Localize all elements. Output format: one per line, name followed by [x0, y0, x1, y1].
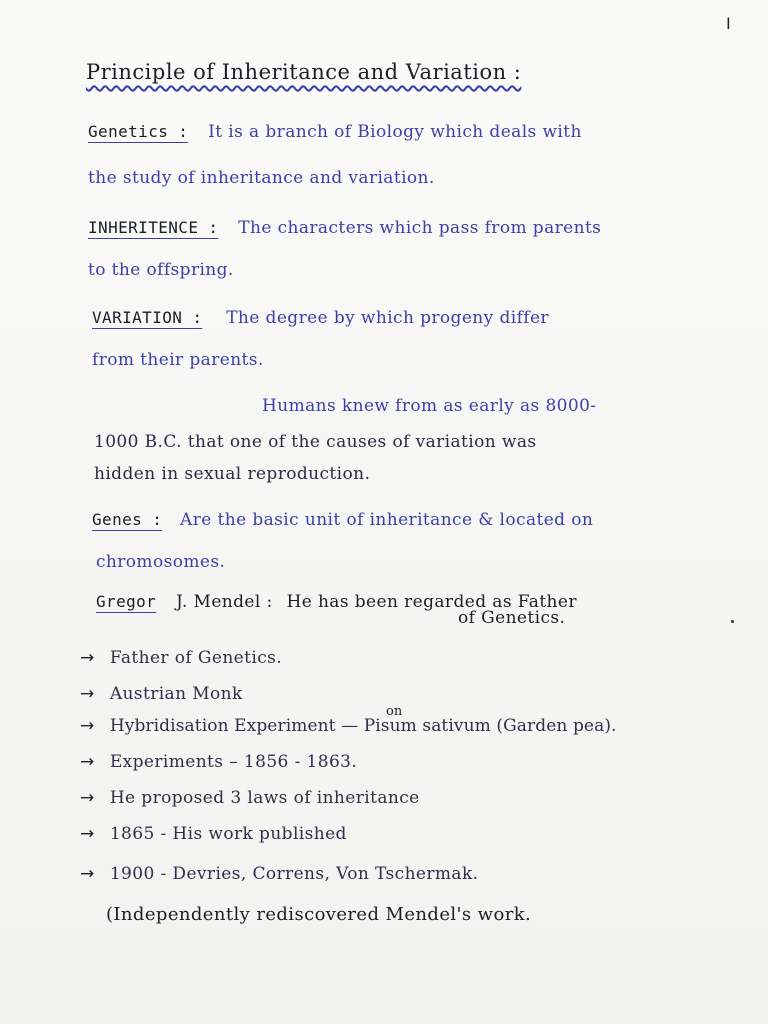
genetics-line-1 — [88, 122, 582, 142]
margin-dot — [731, 620, 734, 623]
genetics-definition-1: It is a branch of Biology which deals with — [208, 122, 582, 142]
bullet-item — [80, 864, 478, 884]
humans-line-1: Humans knew from as early as 8000- — [262, 396, 597, 416]
bullet-item — [80, 824, 347, 844]
inheritance-line-1 — [88, 218, 601, 238]
mendel-first-name: Gregor — [96, 592, 157, 611]
mendel-definition-1: He has been regarded as Father — [286, 592, 577, 612]
variation-line-1 — [92, 308, 549, 328]
genes-line-1 — [92, 510, 593, 530]
genes-term: Genes : — [92, 510, 163, 529]
page-title: Principle of Inheritance and Variation : — [86, 60, 522, 84]
bullet-text: 1900 - Devries, Correns, Von Tschermak. — [109, 864, 479, 884]
inheritance-definition-1: The characters which pass from parents — [238, 218, 602, 238]
genes-definition-2: chromosomes. — [96, 552, 226, 572]
arrow-right-icon: → — [80, 752, 95, 772]
genetics-term: Genetics : — [88, 122, 189, 141]
arrow-right-icon: → — [80, 648, 95, 668]
arrow-right-icon: → — [80, 684, 95, 704]
bullet-item — [80, 788, 420, 808]
bullet-text: Austrian Monk — [109, 684, 243, 704]
bullet-text: Experiments – 1856 - 1863. — [109, 752, 358, 772]
bullet-text: He proposed 3 laws of inheritance — [109, 788, 420, 808]
arrow-right-icon: → — [80, 824, 95, 844]
arrow-right-icon: → — [80, 788, 95, 808]
bullet-item — [80, 752, 357, 772]
bullet-item — [80, 684, 243, 704]
page-number: I — [726, 14, 731, 33]
bullet-text: 1865 - His work published — [109, 824, 347, 844]
variation-definition-2: from their parents. — [92, 350, 264, 370]
humans-line-3: hidden in sexual reproduction. — [94, 464, 371, 484]
variation-definition-1: The degree by which progeny differ — [226, 308, 549, 328]
bullet-text: Father of Genetics. — [109, 648, 283, 668]
bullet-item — [80, 648, 282, 668]
humans-line-2: 1000 B.C. that one of the causes of variation was — [94, 432, 537, 452]
mendel-name: J. Mendel : — [176, 592, 273, 612]
variation-term: VARIATION : — [92, 308, 203, 327]
arrow-right-icon: → — [80, 864, 95, 884]
bullet-item — [80, 716, 617, 736]
bullet-text: Hybridisation Experiment — Pisum sativum (Garden pea). — [109, 716, 617, 736]
genetics-definition-2: the study of inheritance and variation. — [88, 168, 435, 188]
inheritance-term: INHERITENCE : — [88, 218, 219, 237]
superscript-on: on — [386, 704, 403, 719]
inheritance-definition-2: to the offspring. — [88, 260, 234, 280]
arrow-right-icon: → — [80, 716, 95, 736]
genes-definition-1: Are the basic unit of inheritance & located on — [180, 510, 594, 530]
closing-note: (Independently rediscovered Mendel's work. — [106, 904, 532, 925]
mendel-definition-2: of Genetics. — [458, 608, 566, 628]
